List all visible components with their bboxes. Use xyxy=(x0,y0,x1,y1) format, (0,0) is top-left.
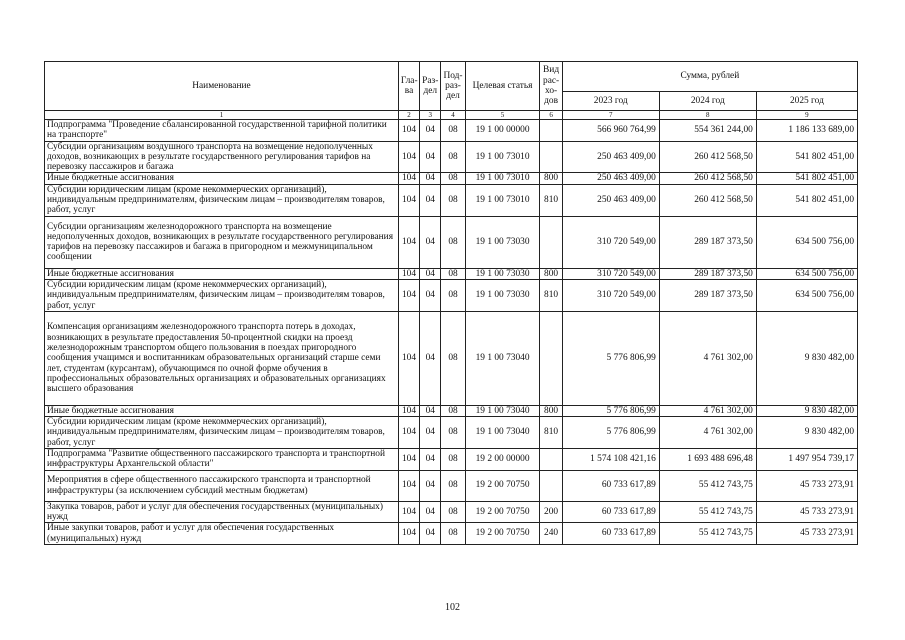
row-sum-2024: 55 412 743,75 xyxy=(659,523,756,545)
row-sum-2024: 4 761 302,00 xyxy=(659,417,756,449)
row-target: 19 1 00 73030 xyxy=(465,279,540,311)
row-sum-2024: 55 412 743,75 xyxy=(659,470,756,501)
budget-table xyxy=(44,61,858,545)
row-sum-2023: 1 574 108 421,16 xyxy=(562,449,659,471)
row-name: Субсидии юридическим лицам (кроме некоммерческих организаций), индивидуальным предпринимателям, физическим лицам – производителям товаров, работ, услуг xyxy=(45,279,399,311)
row-razdel: 04 xyxy=(420,120,441,142)
row-podrazdel: 08 xyxy=(441,523,465,545)
colnum: 2 xyxy=(398,111,419,120)
row-podrazdel: 08 xyxy=(441,405,465,416)
table-row xyxy=(45,141,858,173)
row-podrazdel: 08 xyxy=(441,417,465,449)
row-vid: 800 xyxy=(540,173,562,184)
row-sum-2024: 260 412 568,50 xyxy=(659,141,756,173)
row-name: Иные закупки товаров, работ и услуг для обеспечения государственных (муниципальных) нужд xyxy=(45,523,399,545)
row-glava: 104 xyxy=(398,449,419,471)
table-row xyxy=(45,120,858,142)
row-vid: 810 xyxy=(540,279,562,311)
row-name: Мероприятия в сфере общественного пассажирского транспорта и транспортной инфраструктуры (за исключением субсидий местным бюджетам) xyxy=(45,470,399,501)
colnum: 6 xyxy=(540,111,562,120)
row-sum-2025: 9 830 482,00 xyxy=(756,405,857,416)
row-sum-2025: 634 500 756,00 xyxy=(756,216,857,268)
row-sum-2024: 1 693 488 696,48 xyxy=(659,449,756,471)
colnum: 8 xyxy=(659,111,756,120)
row-podrazdel: 08 xyxy=(441,470,465,501)
table-row xyxy=(45,311,858,405)
row-glava: 104 xyxy=(398,523,419,545)
table-row xyxy=(45,279,858,311)
colnum: 9 xyxy=(756,111,857,120)
colnum: 7 xyxy=(562,111,659,120)
table-row xyxy=(45,268,858,279)
row-glava: 104 xyxy=(398,501,419,523)
row-sum-2023: 310 720 549,00 xyxy=(562,268,659,279)
row-sum-2025: 541 802 451,00 xyxy=(756,173,857,184)
row-razdel: 04 xyxy=(420,523,441,545)
colnum: 4 xyxy=(441,111,465,120)
row-vid: 800 xyxy=(540,405,562,416)
row-target: 19 1 00 73040 xyxy=(465,417,540,449)
row-sum-2025: 45 733 273,91 xyxy=(756,470,857,501)
table-row xyxy=(45,523,858,545)
row-glava: 104 xyxy=(398,184,419,216)
row-glava: 104 xyxy=(398,311,419,405)
header-vid: Вид рас-хо-дов xyxy=(540,62,562,111)
row-sum-2025: 541 802 451,00 xyxy=(756,141,857,173)
row-vid: 200 xyxy=(540,501,562,523)
row-target: 19 1 00 73010 xyxy=(465,173,540,184)
table-row xyxy=(45,216,858,268)
row-razdel: 04 xyxy=(420,417,441,449)
header-2024: 2024 год xyxy=(659,92,756,111)
row-name: Субсидии юридическим лицам (кроме некоммерческих организаций), индивидуальным предпринимателям, физическим лицам – производителям товаров, работ, услуг xyxy=(45,184,399,216)
row-podrazdel: 08 xyxy=(441,141,465,173)
row-sum-2023: 310 720 549,00 xyxy=(562,216,659,268)
row-vid: 240 xyxy=(540,523,562,545)
table-row xyxy=(45,470,858,501)
row-podrazdel: 08 xyxy=(441,120,465,142)
table-row xyxy=(45,173,858,184)
row-razdel: 04 xyxy=(420,268,441,279)
row-sum-2023: 5 776 806,99 xyxy=(562,417,659,449)
row-name: Иные бюджетные ассигнования xyxy=(45,268,399,279)
row-name: Закупка товаров, работ и услуг для обеспечения государственных (муниципальных) нужд xyxy=(45,501,399,523)
row-vid xyxy=(540,216,562,268)
row-glava: 104 xyxy=(398,470,419,501)
header-sum: Сумма, рублей xyxy=(562,62,857,92)
table-row xyxy=(45,184,858,216)
row-vid xyxy=(540,141,562,173)
row-sum-2023: 60 733 617,89 xyxy=(562,470,659,501)
row-target: 19 2 00 70750 xyxy=(465,470,540,501)
row-podrazdel: 08 xyxy=(441,184,465,216)
row-glava: 104 xyxy=(398,268,419,279)
header-podrazdel: Под-раз-дел xyxy=(441,62,465,111)
row-glava: 104 xyxy=(398,141,419,173)
table-row xyxy=(45,405,858,416)
row-sum-2025: 45 733 273,91 xyxy=(756,501,857,523)
row-name: Субсидии юридическим лицам (кроме некоммерческих организаций), индивидуальным предпринимателям, физическим лицам – производителям товаров, работ, услуг xyxy=(45,417,399,449)
row-sum-2024: 260 412 568,50 xyxy=(659,173,756,184)
row-name: Компенсация организациям железнодорожного транспорта потерь в доходах, возникающих в результате предоставления 50-процентной скидки на проезд железнодорожным транспортом общего пользования в поездах пригородного сообщения учащимся и воспитанникам образовательных организаций старше семи лет, студентам (курсантам), обучающимся по очной форме обучения в профессиональных образовательных организациях и образовательных организациях высшего образования xyxy=(45,311,399,405)
row-vid xyxy=(540,120,562,142)
row-sum-2023: 310 720 549,00 xyxy=(562,279,659,311)
table-row xyxy=(45,501,858,523)
row-vid: 800 xyxy=(540,268,562,279)
row-podrazdel: 08 xyxy=(441,279,465,311)
row-razdel: 04 xyxy=(420,311,441,405)
row-sum-2024: 4 761 302,00 xyxy=(659,311,756,405)
row-razdel: 04 xyxy=(420,141,441,173)
header-2025: 2025 год xyxy=(756,92,857,111)
row-sum-2023: 566 960 764,99 xyxy=(562,120,659,142)
row-sum-2024: 260 412 568,50 xyxy=(659,184,756,216)
row-vid: 810 xyxy=(540,417,562,449)
row-razdel: 04 xyxy=(420,501,441,523)
row-target: 19 1 00 00000 xyxy=(465,120,540,142)
row-target: 19 1 00 73010 xyxy=(465,141,540,173)
row-razdel: 04 xyxy=(420,279,441,311)
row-sum-2023: 5 776 806,99 xyxy=(562,311,659,405)
header-razdel: Раз-дел xyxy=(420,62,441,111)
row-target: 19 1 00 73030 xyxy=(465,216,540,268)
row-target: 19 1 00 73040 xyxy=(465,311,540,405)
row-sum-2025: 9 830 482,00 xyxy=(756,311,857,405)
table-row xyxy=(45,449,858,471)
row-name: Иные бюджетные ассигнования xyxy=(45,405,399,416)
row-sum-2024: 289 187 373,50 xyxy=(659,216,756,268)
row-razdel: 04 xyxy=(420,184,441,216)
row-razdel: 04 xyxy=(420,470,441,501)
row-vid xyxy=(540,311,562,405)
row-name: Подпрограмма "Развитие общественного пассажирского транспорта и транспортной инфраструктуры Архангельской области" xyxy=(45,449,399,471)
row-target: 19 2 00 00000 xyxy=(465,449,540,471)
header-2023: 2023 год xyxy=(562,92,659,111)
row-sum-2023: 5 776 806,99 xyxy=(562,405,659,416)
header-glava: Гла-ва xyxy=(398,62,419,111)
row-sum-2025: 9 830 482,00 xyxy=(756,417,857,449)
row-glava: 104 xyxy=(398,417,419,449)
row-sum-2024: 289 187 373,50 xyxy=(659,279,756,311)
row-sum-2025: 634 500 756,00 xyxy=(756,268,857,279)
row-podrazdel: 08 xyxy=(441,216,465,268)
colnum: 5 xyxy=(465,111,540,120)
row-glava: 104 xyxy=(398,216,419,268)
row-name: Иные бюджетные ассигнования xyxy=(45,173,399,184)
row-podrazdel: 08 xyxy=(441,173,465,184)
row-sum-2024: 289 187 373,50 xyxy=(659,268,756,279)
row-razdel: 04 xyxy=(420,449,441,471)
row-vid: 810 xyxy=(540,184,562,216)
row-sum-2025: 634 500 756,00 xyxy=(756,279,857,311)
row-sum-2023: 250 463 409,00 xyxy=(562,141,659,173)
colnum: 1 xyxy=(45,111,399,120)
row-glava: 104 xyxy=(398,173,419,184)
row-sum-2023: 60 733 617,89 xyxy=(562,501,659,523)
header-target: Целевая статья xyxy=(465,62,540,111)
row-sum-2024: 55 412 743,75 xyxy=(659,501,756,523)
row-podrazdel: 08 xyxy=(441,268,465,279)
column-number-row xyxy=(45,111,858,120)
row-name: Субсидии организациям железнодорожного транспорта на возмещение недополученных доходов, возникающих в результате государственного регулирования тарифов на перевозку пассажиров и багажа в пригородном и межмуниципальном сообщении xyxy=(45,216,399,268)
row-sum-2023: 250 463 409,00 xyxy=(562,184,659,216)
row-podrazdel: 08 xyxy=(441,449,465,471)
row-sum-2024: 4 761 302,00 xyxy=(659,405,756,416)
row-target: 19 1 00 73030 xyxy=(465,268,540,279)
row-vid xyxy=(540,449,562,471)
row-glava: 104 xyxy=(398,405,419,416)
row-target: 19 1 00 73010 xyxy=(465,184,540,216)
row-sum-2025: 541 802 451,00 xyxy=(756,184,857,216)
header-name: Наименование xyxy=(45,62,399,111)
row-razdel: 04 xyxy=(420,405,441,416)
row-sum-2024: 554 361 244,00 xyxy=(659,120,756,142)
row-sum-2025: 1 186 133 689,00 xyxy=(756,120,857,142)
table-row xyxy=(45,417,858,449)
row-razdel: 04 xyxy=(420,216,441,268)
page-number: 102 xyxy=(445,602,460,613)
row-sum-2025: 45 733 273,91 xyxy=(756,523,857,545)
row-razdel: 04 xyxy=(420,173,441,184)
row-sum-2025: 1 497 954 739,17 xyxy=(756,449,857,471)
row-glava: 104 xyxy=(398,120,419,142)
row-target: 19 1 00 73040 xyxy=(465,405,540,416)
row-vid xyxy=(540,470,562,501)
row-podrazdel: 08 xyxy=(441,501,465,523)
row-target: 19 2 00 70750 xyxy=(465,523,540,545)
colnum: 3 xyxy=(420,111,441,120)
row-target: 19 2 00 70750 xyxy=(465,501,540,523)
row-podrazdel: 08 xyxy=(441,311,465,405)
row-name: Подпрограмма "Проведение сбалансированной государственной тарифной политики на транспорте" xyxy=(45,120,399,142)
row-name: Субсидии организациям воздушного транспорта на возмещение недополученных доходов, возникающих в результате государственного регулирования тарифов на перевозку пассажиров и багажа xyxy=(45,141,399,173)
row-glava: 104 xyxy=(398,279,419,311)
row-sum-2023: 250 463 409,00 xyxy=(562,173,659,184)
row-sum-2023: 60 733 617,89 xyxy=(562,523,659,545)
